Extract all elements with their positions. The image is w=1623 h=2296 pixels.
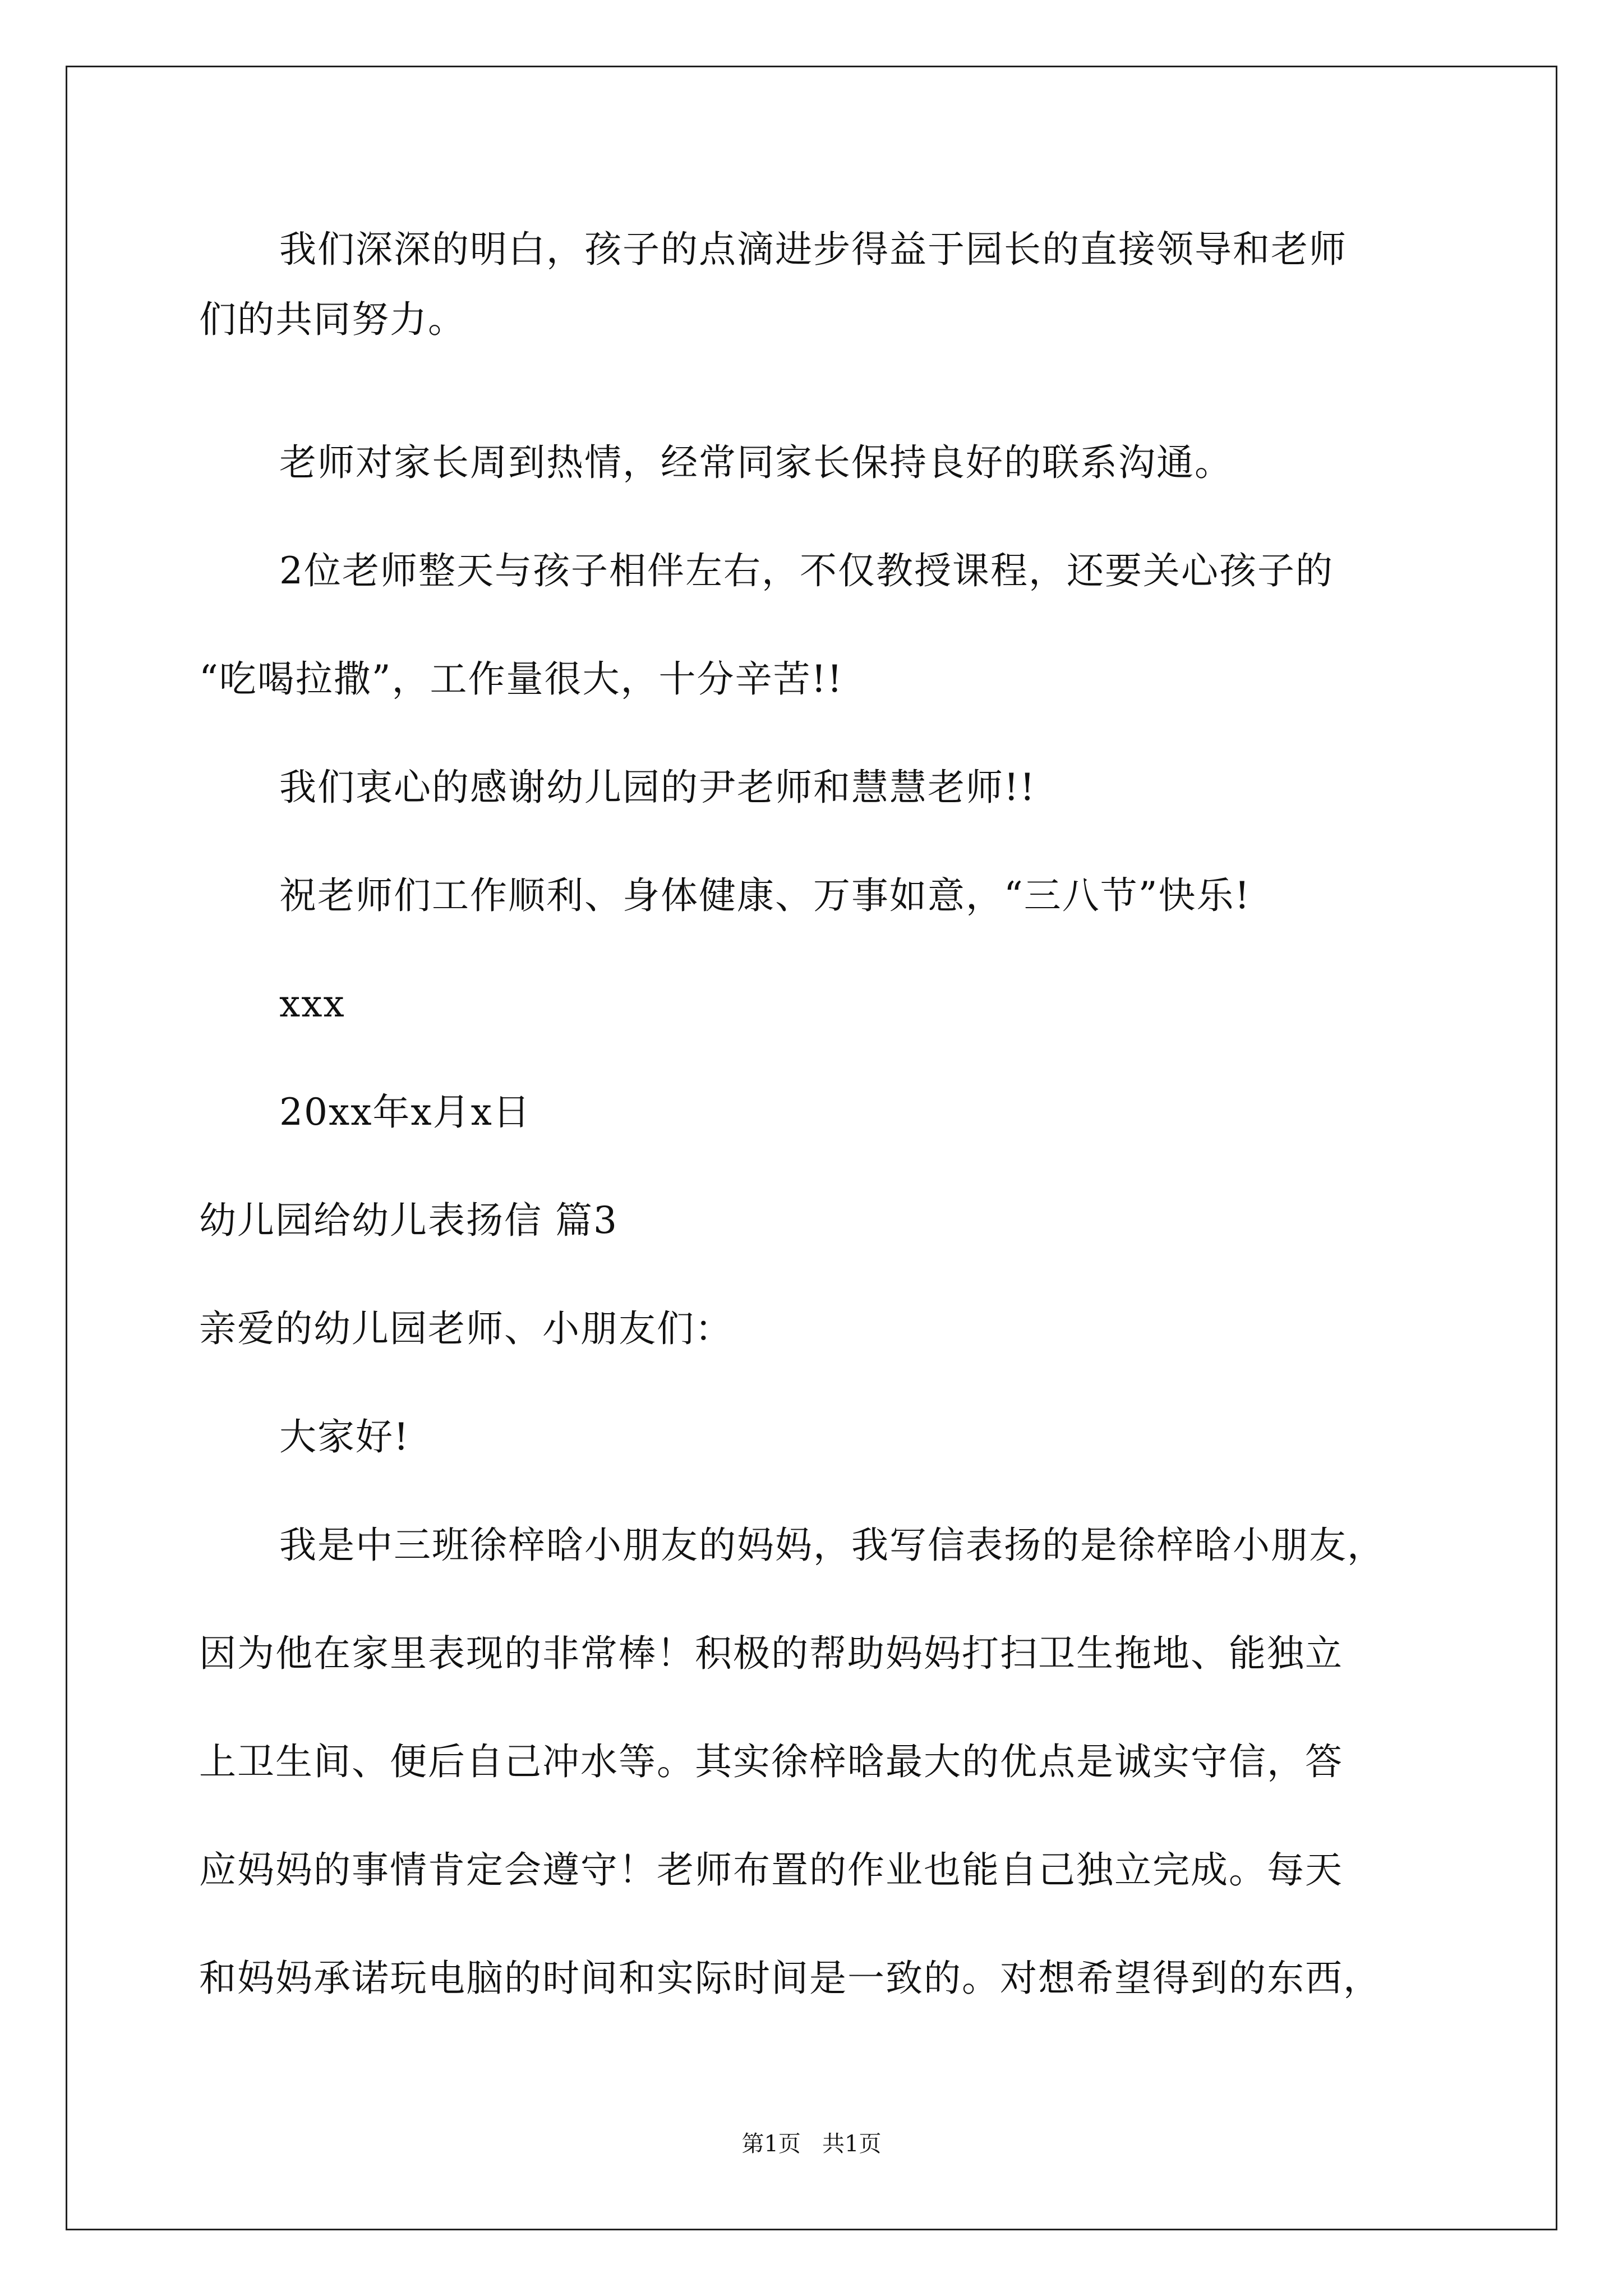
body-line-2: 们的共同努力。 <box>199 298 466 341</box>
body-line-9: 因为他在家里表现的非常棒！积极的帮助妈妈打扫卫生拖地、能独立 <box>199 1632 1343 1675</box>
signature: xxx <box>279 982 345 1025</box>
page-border <box>66 66 1557 2230</box>
body-line-6: 我们衷心的感谢幼儿园的尹老师和慧慧老师!! <box>279 766 1036 809</box>
body-line-12: 和妈妈承诺玩电脑的时间和实际时间是一致的。对想希望得到的东西， <box>199 1957 1381 2000</box>
body-line-3: 老师对家长周到热情，经常同家长保持良好的联系沟通。 <box>279 441 1233 484</box>
body-line-5: “吃喝拉撒”，工作量很大，十分辛苦!! <box>199 657 843 701</box>
body-line-7: 祝老师们工作顺利、身体健康、万事如意，“三八节”快乐! <box>279 874 1251 917</box>
body-line-10: 上卫生间、便后自己冲水等。其实徐梓晗最大的优点是诚实守信，答 <box>199 1740 1343 1783</box>
salutation: 亲爱的幼儿园老师、小朋友们： <box>199 1307 733 1350</box>
page-footer: 第1页 共1页 <box>741 2131 882 2157</box>
body-line-11: 应妈妈的事情肯定会遵守！老师布置的作业也能自己独立完成。每天 <box>199 1848 1343 1892</box>
body-line-4: 2位老师整天与孩子相伴左右，不仅教授课程，还要关心孩子的 <box>279 549 1334 592</box>
greeting: 大家好! <box>279 1415 410 1458</box>
body-line-8: 我是中三班徐梓晗小朋友的妈妈，我写信表扬的是徐梓晗小朋友， <box>279 1524 1385 1567</box>
section-heading: 幼儿园给幼儿表扬信 篇3 <box>199 1199 618 1242</box>
body-line-1: 我们深深的明白，孩子的点滴进步得益于园长的直接领导和老师 <box>279 228 1347 271</box>
date-line: 20xx年x月x日 <box>279 1091 531 1134</box>
